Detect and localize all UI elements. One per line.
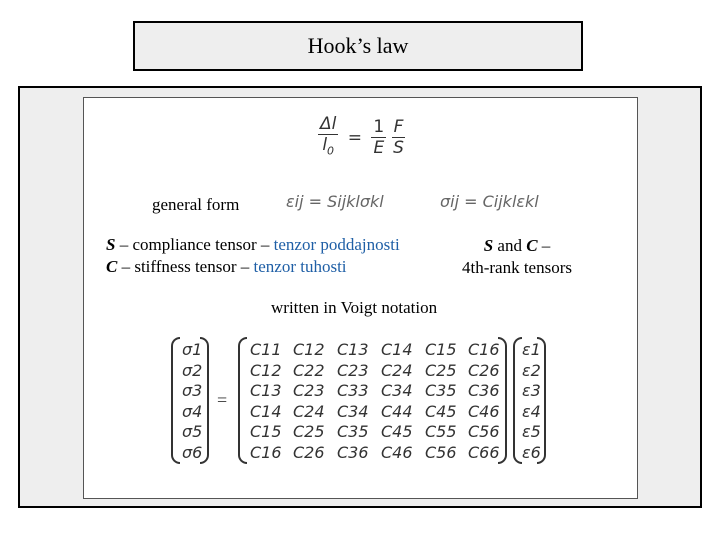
stiffness-c-6-3: C36: [337, 442, 369, 462]
stiffness-c-3-4: C34: [381, 381, 413, 400]
stiffness-c-5-6: C56: [468, 422, 500, 441]
sigma-1: σ1: [182, 340, 203, 359]
general-form-compliance: εij = Sijklσkl: [286, 192, 384, 211]
note-line2: 4th-rank tensors: [461, 258, 572, 277]
epsilon-2: ε2: [522, 360, 541, 380]
compliance-definition: [106, 235, 400, 255]
stiffness-definition: [106, 257, 347, 277]
stiffness-c-4-1: C14: [250, 401, 282, 421]
formula-lhs-den: l: [322, 135, 328, 155]
note-c-symbol: C: [526, 236, 538, 255]
formula-rhs-den1: E: [373, 138, 385, 159]
stiffness-c-6-4: C46: [381, 442, 413, 462]
stiffness-c-3-2: C23: [293, 381, 325, 400]
stiffness-symbol: C: [106, 257, 118, 276]
sigma-2: σ2: [182, 360, 203, 380]
compliance-translation: tenzor poddajnosti: [273, 235, 400, 254]
stiffness-text: – stiffness tensor –: [117, 257, 254, 276]
voigt-eq: =: [217, 390, 228, 410]
epsilon-paren-left: [513, 337, 522, 464]
formula-rhs-den2: S: [393, 138, 404, 159]
stiffness-c-1-6: C16: [468, 340, 500, 359]
stiffness-c-2-5: C25: [425, 360, 457, 380]
sigma-paren-left: [171, 337, 180, 464]
stiffness-c-1-3: C13: [337, 340, 369, 359]
sigma-3: σ3: [182, 381, 203, 400]
stiffness-c-6-1: C16: [250, 442, 282, 462]
stiffness-c-1-5: C15: [425, 340, 457, 359]
epsilon-5: ε5: [522, 422, 541, 441]
stiffness-c-2-6: C26: [468, 360, 500, 380]
hooke-formula: [318, 114, 405, 161]
stiffness-c-3-6: C36: [468, 381, 500, 400]
general-form-stiffness: σij = Cijklεkl: [440, 192, 539, 211]
compliance-symbol: S: [106, 235, 116, 254]
epsilon-4: ε4: [522, 401, 541, 421]
formula-rhs-num2: F: [393, 117, 404, 138]
note-dash: –: [537, 236, 551, 255]
stiffness-c-2-3: C23: [337, 360, 369, 380]
general-form-label: general form: [152, 195, 240, 214]
formula-lhs-num: Δl: [320, 114, 337, 134]
stiffness-c-1-4: C14: [381, 340, 413, 359]
stiffness-c-1-2: C12: [293, 340, 325, 359]
sigma-4: σ4: [182, 401, 203, 421]
stiffness-c-5-1: C15: [250, 422, 282, 441]
formula-lhs-den-sub: 0: [327, 144, 335, 158]
stiffness-c-2-1: C12: [250, 360, 282, 380]
stiffness-c-1-1: C11: [250, 340, 282, 359]
stiffness-c-2-2: C22: [293, 360, 325, 380]
stiffness-c-4-3: C34: [337, 401, 369, 421]
stiffness-c-3-3: C33: [337, 381, 369, 400]
stiffness-translation: tenzor tuhosti: [253, 257, 347, 276]
stiffness-c-6-6: C66: [468, 442, 500, 462]
tensor-rank-note: [452, 235, 582, 279]
note-s-symbol: S: [483, 236, 494, 255]
stiffness-c-4-6: C46: [468, 401, 500, 421]
note-and: and: [493, 236, 527, 255]
slide-title: Hook’s law: [133, 21, 583, 71]
epsilon-6: ε6: [522, 442, 541, 462]
epsilon-1: ε1: [522, 340, 541, 359]
stiffness-c-4-4: C44: [381, 401, 413, 421]
stiffness-c-2-4: C24: [381, 360, 413, 380]
stiffness-c-4-5: C45: [425, 401, 457, 421]
sigma-6: σ6: [182, 442, 203, 462]
stiffness-c-5-4: C45: [381, 422, 413, 441]
stiffness-c-4-2: C24: [293, 401, 325, 421]
stiffness-c-5-5: C55: [425, 422, 457, 441]
stiffness-paren-left: [238, 337, 247, 464]
formula-rhs-num1: 1: [373, 117, 385, 138]
epsilon-3: ε3: [522, 381, 541, 400]
stiffness-c-3-5: C35: [425, 381, 457, 400]
voigt-label: written in Voigt notation: [271, 298, 438, 317]
sigma-5: σ5: [182, 422, 203, 441]
compliance-text: – compliance tensor –: [115, 235, 274, 254]
stiffness-c-6-2: C26: [293, 442, 325, 462]
stiffness-c-5-3: C35: [337, 422, 369, 441]
stiffness-c-6-5: C56: [425, 442, 457, 462]
stiffness-c-3-1: C13: [250, 381, 282, 400]
formula-eq: =: [347, 127, 363, 148]
stiffness-c-5-2: C25: [293, 422, 325, 441]
